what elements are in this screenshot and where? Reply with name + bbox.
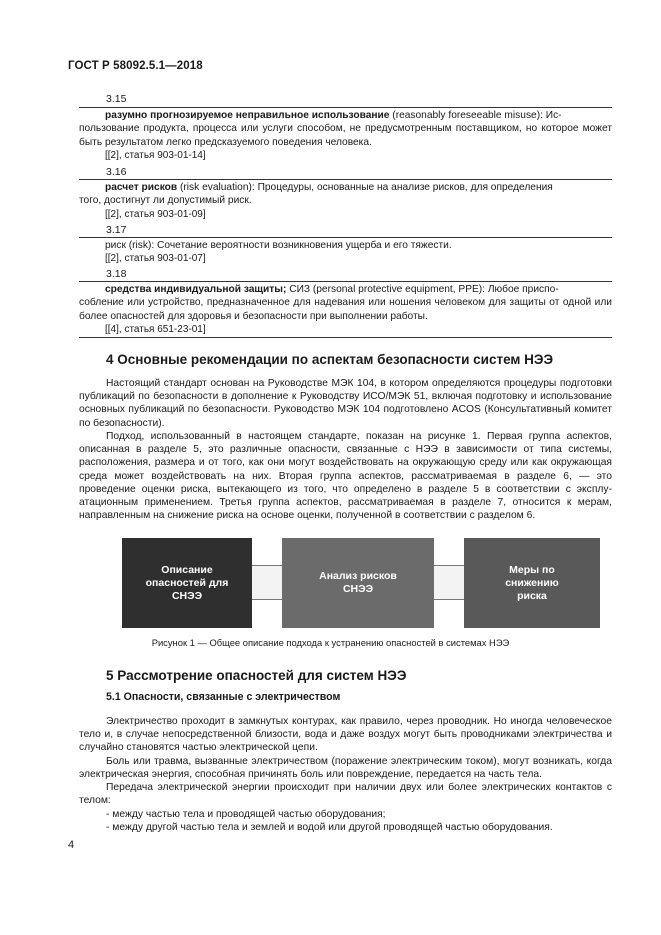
diagram-box-hazards — [122, 538, 252, 628]
list-item — [79, 808, 612, 821]
diagram-box-line: СНЭЭ — [171, 589, 203, 602]
paragraph — [79, 755, 612, 781]
diagram-box-line: риска — [517, 589, 547, 602]
process-diagram — [122, 538, 600, 628]
diagram-box-line: снижению — [505, 576, 559, 589]
diagram-box-line: Описание — [161, 563, 213, 576]
term-number: 3.17 — [106, 224, 127, 236]
page-number: 4 — [68, 839, 75, 851]
term-name: разумно прогнозируемое неправильное использование — [105, 110, 390, 121]
term-source: [[4], статья 651-23-01] — [105, 323, 206, 335]
section-heading: 4 Основные рекомендации по аспектам безопасности систем НЭЭ — [106, 352, 554, 367]
paragraph — [79, 377, 612, 430]
diagram-box-line: Меры по — [509, 563, 555, 576]
paragraph-text: Электричество проходит в замкнутых контурах, как правило, через проводник. Но иногда человеческое тело и, в случае непосредственной близости, вода и даже воздух могут быть проводниками электричества и случайно становятся частью электрической цепи. — [79, 716, 612, 754]
term-source: [[2], статья 903-01-07] — [105, 253, 206, 265]
paragraph-text: Подход, использованный в настоящем стандарте, показан на рисунке 1. Первая группа аспектов, описанная в разделе 5, это различные опасности, связанные с НЭЭ в зависимости от типа системы, расположения, размера и от того, как они могут воздействовать на окружающую среду или как окружающая среда может воздействовать на них. Вторая группа аспектов, рассматриваемая в разделе 6, — это проведение оценки риска, вытекающего из того, что определено в разделе 5 в соответствии с эксплуатационным применением. Третья группа аспектов, рассматриваемая в разделе 7, относится к мерам, направленным на снижение риска на основе оценки, полученной в соответствии с разделом 6. — [79, 431, 612, 522]
term-definition-cont: того, достигнут ли допустимый риск. — [79, 195, 252, 207]
diagram-connector — [250, 565, 284, 600]
section-heading: 5 Рассмотрение опасностей для систем НЭЭ — [106, 668, 407, 683]
paragraph-text: Передача электрической энергии происходит при наличии двух или более электрических контактов с телом: — [79, 782, 612, 807]
diagram-box-risk-analysis — [282, 538, 434, 628]
term-name: расчет рисков — [105, 182, 178, 193]
term-entry — [79, 107, 612, 162]
figure-caption: Рисунок 1 — Общее описание подхода к устранению опасностей в системах НЭЭ — [151, 637, 510, 648]
term-source: [[2], статья 903-01-14] — [105, 149, 206, 161]
term-number: 3.16 — [106, 166, 127, 178]
diagram-connector — [432, 565, 466, 600]
term-entry — [79, 179, 612, 221]
subsection-heading: 5.1 Опасности, связанные с электричеством — [106, 691, 341, 703]
document-header: ГОСТ Р 58092.5.1—2018 — [68, 60, 203, 72]
term-definition: СИЗ (personal protective equipment, PPE): Любое приспо- — [286, 284, 559, 295]
term-number: 3.18 — [106, 268, 127, 280]
paragraph — [79, 715, 612, 755]
term-number: 3.15 — [106, 93, 127, 105]
diagram-box-line: опасностей для — [145, 576, 229, 589]
term-definition: (reasonably foreseeable misuse): Ис- — [389, 110, 562, 121]
term-name: средства индивидуальной защиты; — [105, 284, 287, 295]
term-entry — [79, 281, 612, 336]
diagram-box-line: СНЭЭ — [342, 583, 374, 595]
diagram-box-line: Анализ рисков — [319, 570, 397, 582]
term-source: [[2], статья 903-01-09] — [105, 208, 206, 220]
list-item — [79, 821, 612, 834]
term-definition: (risk evaluation): Процедуры, основанные на анализе рисков, для определения — [177, 182, 553, 193]
paragraph — [79, 430, 612, 522]
paragraph-text: Боль или травма, вызванные электричеством (поражение электрическим током), могут возникать, когда электрическая энергия, способная причинять боль или повреждение, передается на часть тела. — [79, 756, 612, 781]
paragraph-text: Настоящий стандарт основан на Руководстве МЭК 104, в котором определяются процедуры подготовки публикаций по безопасности в дополнение к Руководству ИСО/МЭК 51, включая подготовку и использование основных публикаций по безопасности. Руководство МЭК 104 подготовлено ACOS (Консультативный комитет по безопасности). — [79, 378, 612, 429]
paragraph — [79, 781, 612, 807]
list-item-text: - между другой частью тела и землей и водой или другой проводящей частью оборудования. — [106, 822, 553, 833]
term-entry — [79, 237, 612, 266]
term-definition-cont: собление или устройство, предназначенное для надевания или ношения человеком для защиты от одной или более опасностей для здоровья и безопасности при выполнении работы. — [79, 297, 612, 322]
divider — [79, 337, 612, 338]
list-item-text: - между частью тела и проводящей частью оборудования; — [106, 809, 386, 820]
diagram-box-risk-reduction — [464, 538, 600, 628]
term-definition-cont: пользование продукта, процесса или услуги способом, не предусмотренным поставщиком, но которое может быть результатом легко предсказуемого поведения человека. — [79, 123, 612, 148]
term-definition: риск (risk): Сочетание вероятности возникновения ущерба и его тяжести. — [105, 240, 452, 251]
